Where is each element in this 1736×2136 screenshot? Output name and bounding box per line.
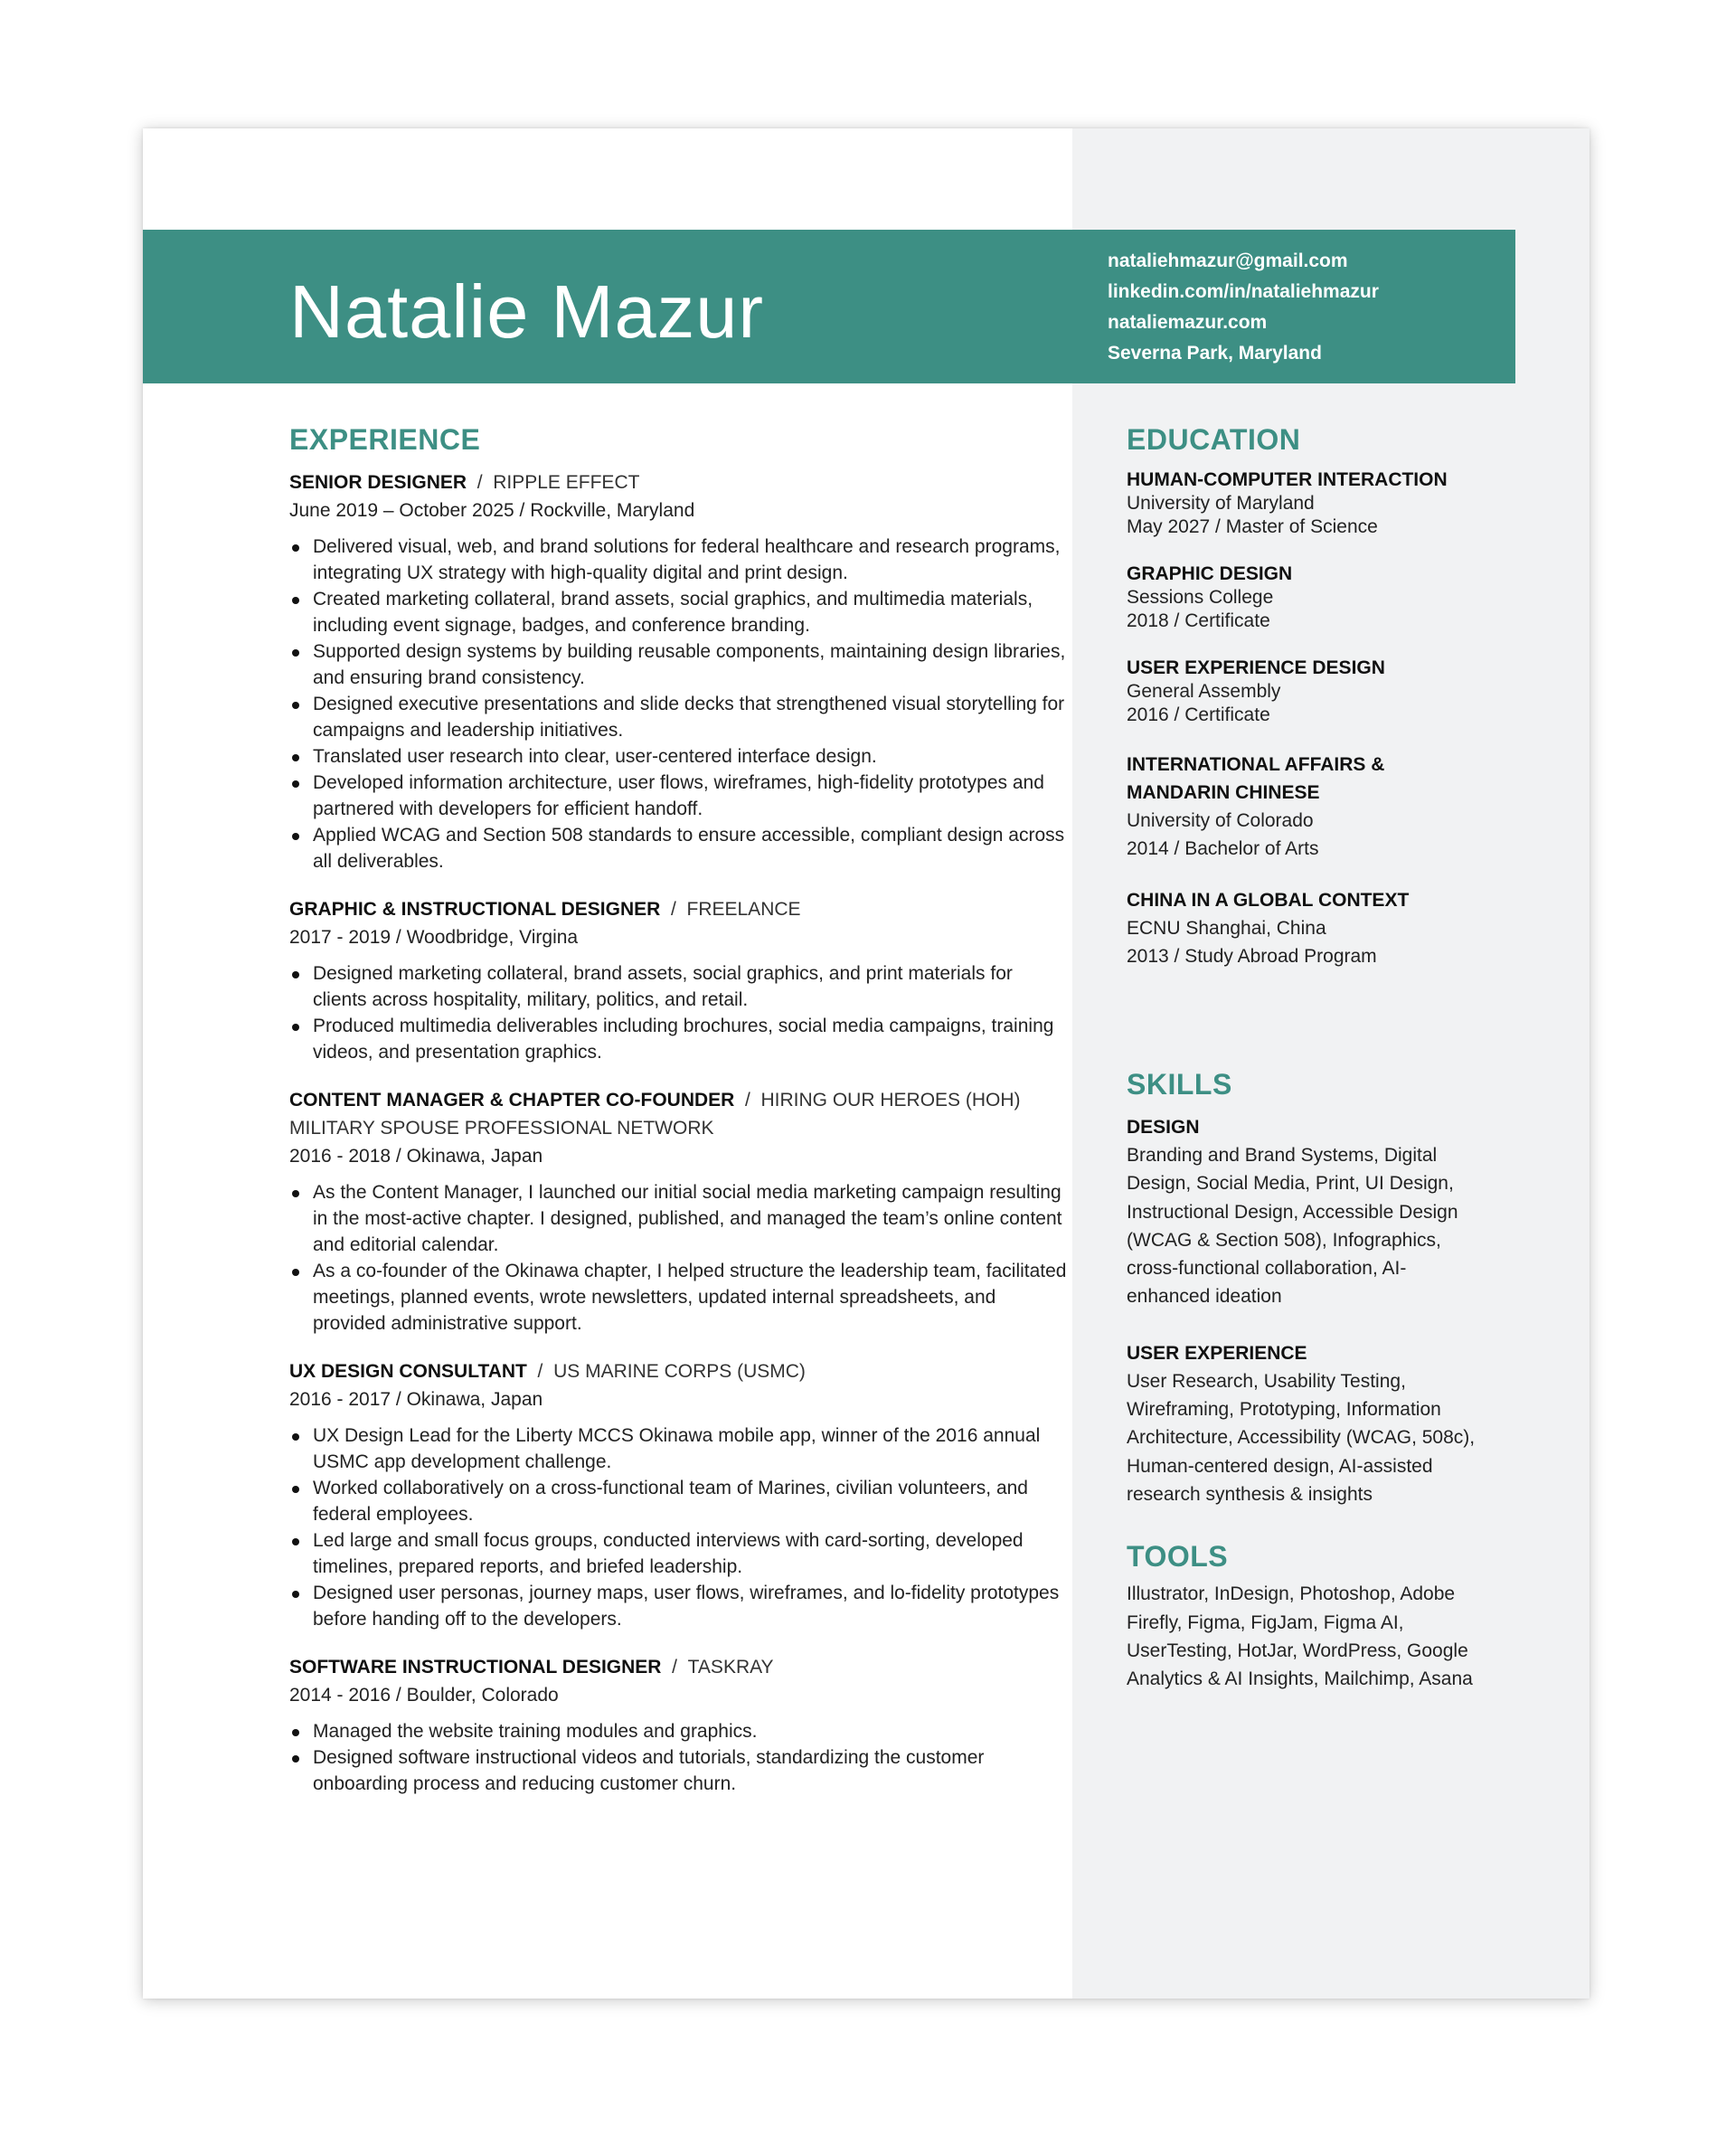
job-title: UX DESIGN CONSULTANT — [289, 1361, 527, 1382]
job-meta: 2016 - 2017 / Okinawa, Japan — [289, 1389, 543, 1410]
sidebar-column — [1127, 420, 1488, 1721]
education-detail: 2014 / Bachelor of Arts — [1127, 838, 1319, 859]
job-title: SOFTWARE INSTRUCTIONAL DESIGNER — [289, 1657, 662, 1678]
job-meta: June 2019 – October 2025 / Rockville, Maryland — [289, 500, 695, 521]
job-separator: / — [660, 899, 687, 920]
job-org: US MARINE CORPS (USMC) — [553, 1361, 806, 1382]
education-heading: EDUCATION — [1127, 423, 1301, 456]
education-item — [1127, 751, 1488, 863]
skills-group-text: User Research, Usability Testing, Wireframing, Prototyping, Information Architecture, Accessibility (WCAG, 508c), Human-centered design, AI-assisted research synthesis & insights — [1127, 1370, 1476, 1505]
experience-heading: EXPERIENCE — [289, 423, 481, 456]
contact-list — [1108, 246, 1379, 369]
job-bullets — [289, 534, 1067, 874]
education-detail: 2013 / Study Abroad Program — [1127, 946, 1377, 967]
contact-location: Severna Park, Maryland — [1108, 343, 1322, 364]
education-item — [1127, 657, 1488, 727]
job-bullet: Designed marketing collateral, brand assets, social graphics, and print materials for clients across hospitality, military, politics, and retail. — [289, 960, 1067, 1013]
job-entry — [289, 468, 1067, 874]
job-bullet: UX Design Lead for the Liberty MCCS Okinawa mobile app, winner of the 2016 annual USMC app development challenge. — [289, 1422, 1067, 1475]
education-detail: 2018 / Certificate — [1127, 610, 1270, 631]
candidate-name: Natalie Mazur — [289, 269, 765, 354]
skills-group-heading: USER EXPERIENCE — [1127, 1342, 1307, 1364]
education-item — [1127, 562, 1488, 633]
job-title: CONTENT MANAGER & CHAPTER CO-FOUNDER — [289, 1090, 735, 1111]
education-degree: GRAPHIC DESIGN — [1127, 563, 1293, 584]
job-separator: / — [467, 472, 494, 493]
job-org: TASKRAY — [687, 1657, 774, 1678]
job-bullets — [289, 1718, 1067, 1797]
education-school: University of Colorado — [1127, 810, 1314, 831]
education-school: University of Maryland — [1127, 493, 1315, 514]
education-degree: CHINA IN A GLOBAL CONTEXT — [1127, 890, 1410, 911]
education-school: Sessions College — [1127, 587, 1274, 608]
job-bullet: Managed the website training modules and graphics. — [289, 1718, 1067, 1744]
job-bullet: Worked collaboratively on a cross-functional team of Marines, civilian volunteers, and federal employees. — [289, 1475, 1067, 1527]
job-bullet: Produced multimedia deliverables including brochures, social media campaigns, training videos, and presentation graphics. — [289, 1013, 1067, 1065]
job-meta: 2014 - 2016 / Boulder, Colorado — [289, 1685, 559, 1706]
job-meta: 2016 - 2018 / Okinawa, Japan — [289, 1146, 543, 1167]
skills-group-heading: DESIGN — [1127, 1117, 1200, 1138]
job-bullet: Designed executive presentations and slide decks that strengthened visual storytelling for campaigns and leadership initiatives. — [289, 691, 1067, 743]
job-bullet: Designed user personas, journey maps, user flows, wireframes, and lo-fidelity prototypes before handing off to the developers. — [289, 1580, 1067, 1632]
job-entry — [289, 895, 1067, 1065]
education-degree: HUMAN-COMPUTER INTERACTION — [1127, 469, 1448, 490]
job-title: SENIOR DESIGNER — [289, 472, 467, 493]
job-bullet: Developed information architecture, user flows, wireframes, high-fidelity prototypes and partnered with developers for efficient handoff. — [289, 770, 1067, 822]
job-org: HIRING OUR HEROES (HOH) MILITARY SPOUSE PROFESSIONAL NETWORK — [289, 1090, 1021, 1139]
education-item — [1127, 886, 1488, 970]
tools-heading: TOOLS — [1127, 1540, 1229, 1574]
education-detail: May 2027 / Master of Science — [1127, 516, 1378, 537]
job-entry — [289, 1086, 1067, 1337]
job-title: GRAPHIC & INSTRUCTIONAL DESIGNER — [289, 899, 661, 920]
education-school: ECNU Shanghai, China — [1127, 918, 1326, 939]
job-bullet: Applied WCAG and Section 508 standards to ensure accessible, compliant design across all deliverables. — [289, 822, 1067, 874]
job-org: RIPPLE EFFECT — [493, 472, 640, 493]
education-degree: USER EXPERIENCE DESIGN — [1127, 657, 1385, 678]
job-org: FREELANCE — [686, 899, 801, 920]
job-separator: / — [661, 1657, 688, 1678]
job-bullets — [289, 1422, 1067, 1632]
job-bullet: Designed software instructional videos and tutorials, standardizing the customer onboarding process and reducing customer churn. — [289, 1744, 1067, 1797]
job-bullet: As a co-founder of the Okinawa chapter, I helped structure the leadership team, facilitated meetings, planned events, wrote newsletters, updated internal spreadsheets, and provided administrative support. — [289, 1258, 1067, 1337]
job-separator: / — [526, 1361, 554, 1382]
resume-page — [143, 128, 1590, 1999]
job-meta: 2017 - 2019 / Woodbridge, Virgina — [289, 927, 579, 948]
job-bullet: Translated user research into clear, user-centered interface design. — [289, 743, 1067, 770]
job-bullets — [289, 960, 1067, 1065]
job-bullet: As the Content Manager, I launched our initial social media marketing campaign resulting in the most-active chapter. I designed, published, and managed the team’s online content and editorial calendar. — [289, 1179, 1067, 1258]
job-entry — [289, 1357, 1067, 1632]
contact-email[interactable]: nataliehmazur@gmail.com — [1108, 250, 1348, 271]
contact-linkedin[interactable]: linkedin.com/in/nataliehmazur — [1108, 281, 1379, 302]
experience-column — [289, 420, 1067, 1818]
education-detail: 2016 / Certificate — [1127, 704, 1270, 725]
skills-heading: SKILLS — [1127, 1068, 1232, 1101]
job-bullet: Created marketing collateral, brand assets, social graphics, and multimedia materials, including event signage, badges, and conference branding. — [289, 586, 1067, 638]
skills-group-text: Branding and Brand Systems, Digital Design, Social Media, Print, UI Design, Instructional Design, Accessible Design (WCAG & Section 508), Infographics, cross-functional collaboration, AI-enhanced ideation — [1127, 1145, 1458, 1308]
job-bullet: Supported design systems by building reusable components, maintaining design libraries, and ensuring brand consistency. — [289, 638, 1067, 691]
tools-text: Illustrator, InDesign, Photoshop, Adobe Firefly, Figma, FigJam, Figma AI, UserTesting, HotJar, WordPress, Google Analytics & AI Insights, Mailchimp, Asana — [1127, 1583, 1473, 1690]
education-degree: INTERNATIONAL AFFAIRS & MANDARIN CHINESE — [1127, 754, 1385, 803]
job-separator: / — [734, 1090, 761, 1111]
section-spacer — [1127, 994, 1488, 1064]
job-bullet: Delivered visual, web, and brand solutions for federal healthcare and research programs, integrating UX strategy with high-quality digital and print design. — [289, 534, 1067, 586]
job-bullet: Led large and small focus groups, conducted interviews with card-sorting, developed timelines, prepared reports, and briefed leadership. — [289, 1527, 1067, 1580]
education-item — [1127, 468, 1488, 539]
job-bullets — [289, 1179, 1067, 1337]
education-school: General Assembly — [1127, 681, 1281, 702]
job-entry — [289, 1653, 1067, 1797]
contact-website[interactable]: nataliemazur.com — [1108, 312, 1268, 333]
